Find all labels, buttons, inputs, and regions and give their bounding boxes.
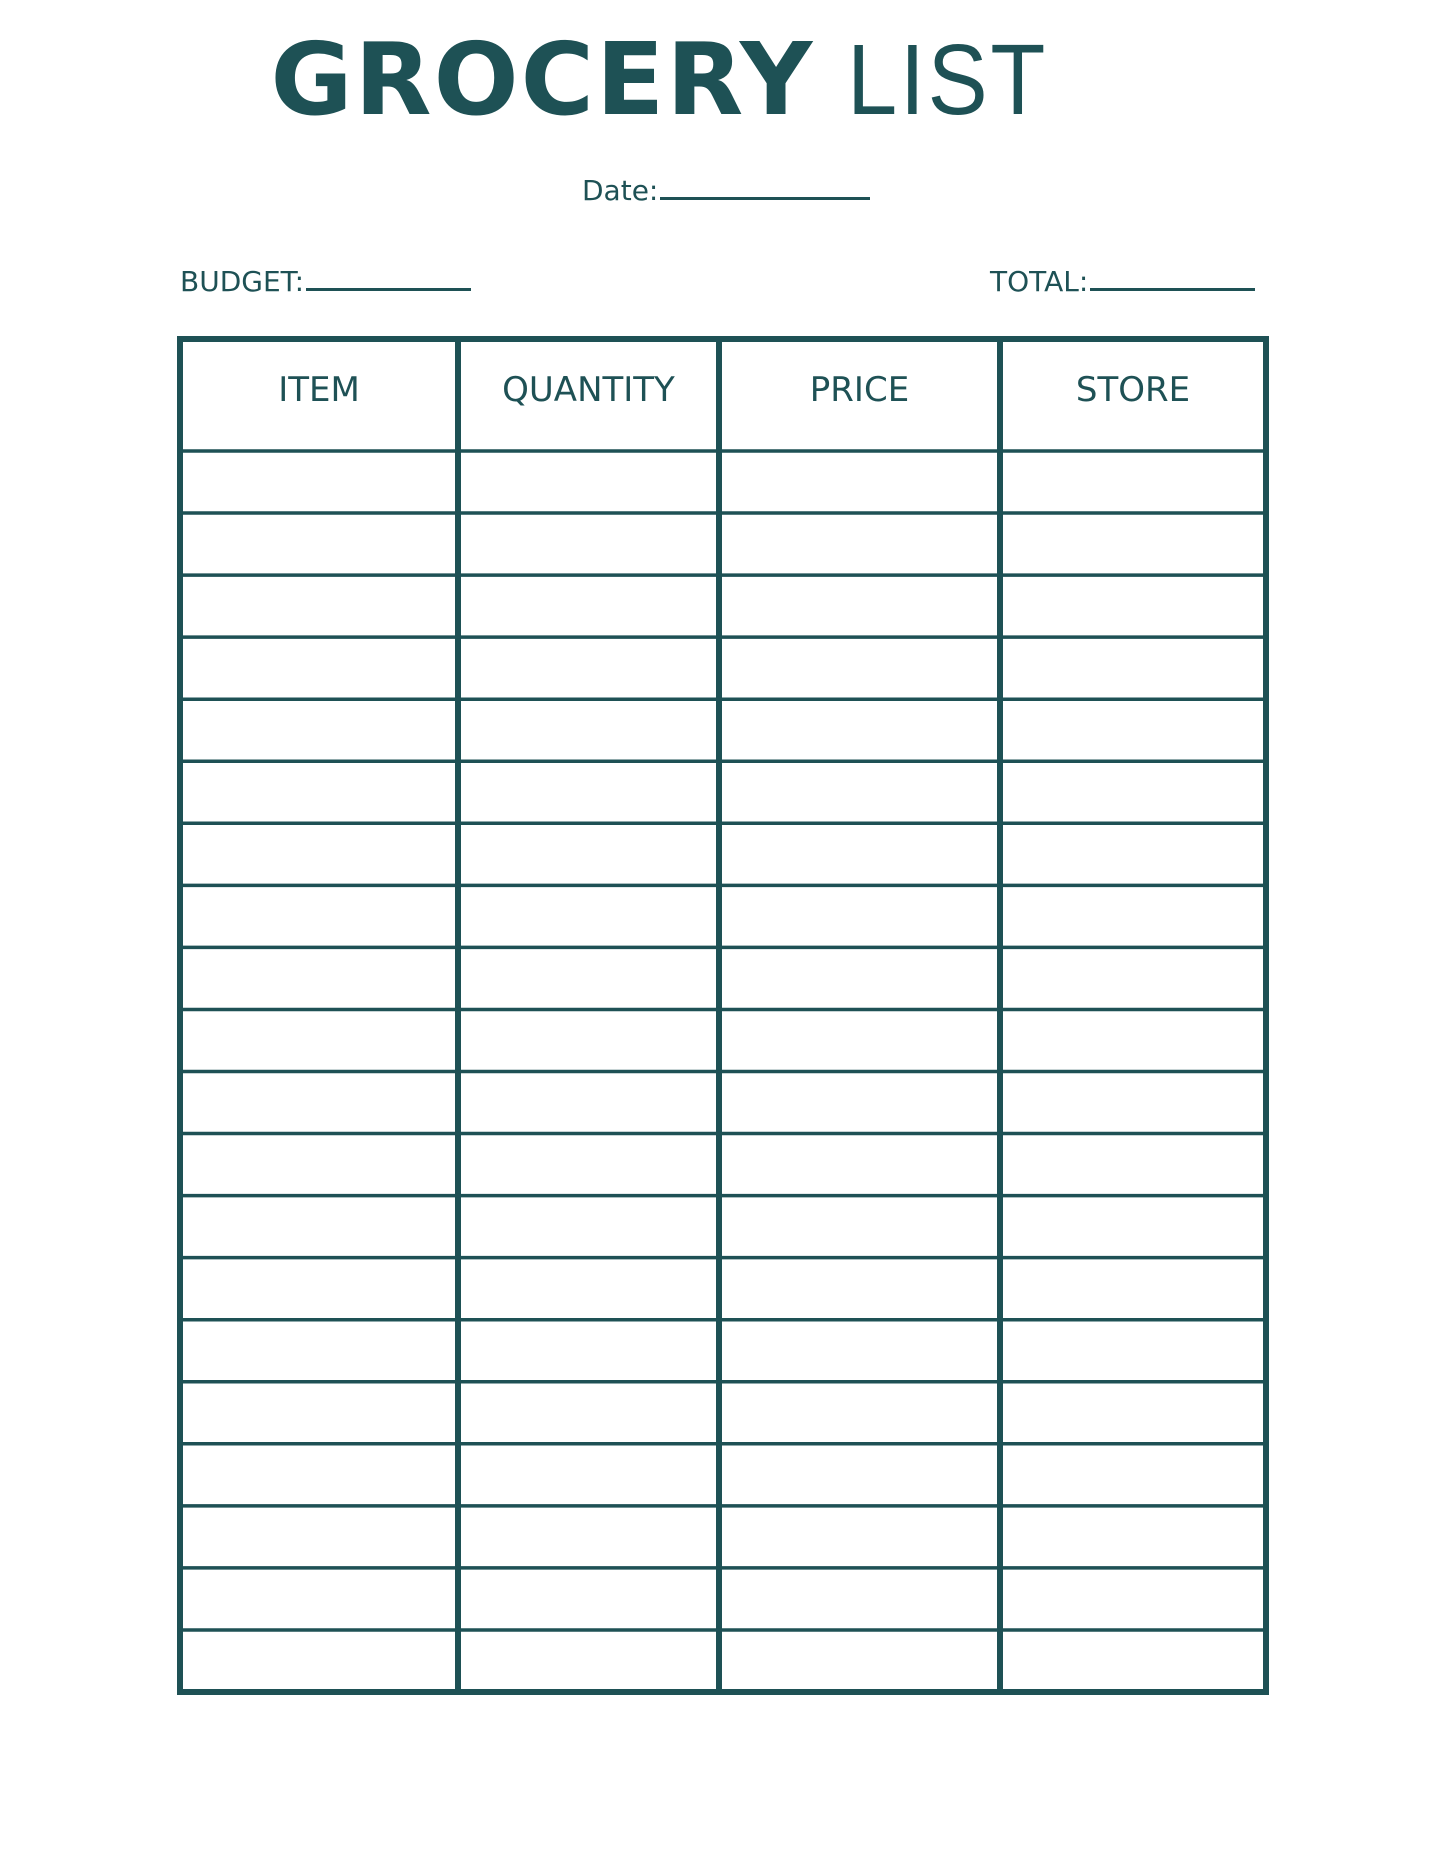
table-cell-store[interactable] xyxy=(1004,888,1262,944)
table-cell-quantity[interactable] xyxy=(462,1509,715,1565)
total-label: TOTAL: xyxy=(990,265,1089,298)
table-cell-price[interactable] xyxy=(723,454,996,510)
column-header-item: ITEM xyxy=(278,370,360,410)
table-cell-item[interactable] xyxy=(184,454,454,510)
budget-label: BUDGET: xyxy=(180,265,305,298)
table-cell-price[interactable] xyxy=(723,1447,996,1503)
table-cell-item[interactable] xyxy=(184,1571,454,1627)
table-cell-quantity[interactable] xyxy=(462,1012,715,1068)
table-cell-price[interactable] xyxy=(723,1571,996,1627)
table-cell-quantity[interactable] xyxy=(462,1137,715,1193)
table-cell-item[interactable] xyxy=(184,516,454,572)
column-header-quantity: QUANTITY xyxy=(502,370,675,410)
table-cell-store[interactable] xyxy=(1004,454,1262,510)
title-light-text: LIST xyxy=(847,24,1049,136)
table-cell-store[interactable] xyxy=(1004,950,1262,1006)
table-cell-item[interactable] xyxy=(184,888,454,944)
table-cell-quantity[interactable] xyxy=(462,888,715,944)
table-cell-item[interactable] xyxy=(184,1385,454,1441)
table-cell-quantity[interactable] xyxy=(462,1571,715,1627)
table-cell-store[interactable] xyxy=(1004,1199,1262,1255)
table-cell-store[interactable] xyxy=(1004,1261,1262,1317)
table-cell-item[interactable] xyxy=(184,640,454,696)
table-cell-item[interactable] xyxy=(184,1199,454,1255)
table-cell-item[interactable] xyxy=(184,950,454,1006)
table-cell-quantity[interactable] xyxy=(462,1633,715,1689)
table-cell-price[interactable] xyxy=(723,888,996,944)
table-cell-item[interactable] xyxy=(184,1633,454,1689)
column-header-price: PRICE xyxy=(809,370,910,410)
table-cell-store[interactable] xyxy=(1004,826,1262,882)
table-cell-quantity[interactable] xyxy=(462,1385,715,1441)
column-header-store: STORE xyxy=(1075,370,1191,410)
table-cell-price[interactable] xyxy=(723,1509,996,1565)
table-cell-quantity[interactable] xyxy=(462,1447,715,1503)
table-cell-store[interactable] xyxy=(1004,764,1262,820)
table-cell-store[interactable] xyxy=(1004,1447,1262,1503)
table-cell-item[interactable] xyxy=(184,578,454,634)
table-cell-item[interactable] xyxy=(184,826,454,882)
table-cell-price[interactable] xyxy=(723,1261,996,1317)
table-cell-store[interactable] xyxy=(1004,1012,1262,1068)
table-cell-price[interactable] xyxy=(723,950,996,1006)
table-cell-quantity[interactable] xyxy=(462,950,715,1006)
table-cell-price[interactable] xyxy=(723,516,996,572)
table-cell-price[interactable] xyxy=(723,1385,996,1441)
table-cell-quantity[interactable] xyxy=(462,1323,715,1379)
table-cell-item[interactable] xyxy=(184,1075,454,1131)
table-cell-price[interactable] xyxy=(723,764,996,820)
table-cell-item[interactable] xyxy=(184,1509,454,1565)
table-cell-item[interactable] xyxy=(184,1012,454,1068)
table-cell-quantity[interactable] xyxy=(462,578,715,634)
table-cell-price[interactable] xyxy=(723,578,996,634)
table-cell-item[interactable] xyxy=(184,1323,454,1379)
table-cell-price[interactable] xyxy=(723,1137,996,1193)
table-cell-store[interactable] xyxy=(1004,640,1262,696)
table-cell-item[interactable] xyxy=(184,1137,454,1193)
table-cell-store[interactable] xyxy=(1004,1509,1262,1565)
table-cell-item[interactable] xyxy=(184,764,454,820)
table-cell-store[interactable] xyxy=(1004,1571,1262,1627)
table-cell-price[interactable] xyxy=(723,1199,996,1255)
table-cell-store[interactable] xyxy=(1004,1323,1262,1379)
table-cell-quantity[interactable] xyxy=(462,1075,715,1131)
table-cell-price[interactable] xyxy=(723,640,996,696)
table-cell-price[interactable] xyxy=(723,1012,996,1068)
table-cell-item[interactable] xyxy=(184,702,454,758)
table-cell-price[interactable] xyxy=(723,826,996,882)
table-cell-quantity[interactable] xyxy=(462,454,715,510)
table-cell-price[interactable] xyxy=(723,702,996,758)
table-cell-store[interactable] xyxy=(1004,1385,1262,1441)
table-cell-price[interactable] xyxy=(723,1633,996,1689)
table-cell-store[interactable] xyxy=(1004,1633,1262,1689)
table-cell-quantity[interactable] xyxy=(462,764,715,820)
table-cell-item[interactable] xyxy=(184,1447,454,1503)
table-cell-quantity[interactable] xyxy=(462,702,715,758)
table-cell-quantity[interactable] xyxy=(462,1199,715,1255)
table-cell-price[interactable] xyxy=(723,1323,996,1379)
table-cell-quantity[interactable] xyxy=(462,516,715,572)
table-cell-store[interactable] xyxy=(1004,1137,1262,1193)
title-bold-text: GROCERY xyxy=(270,21,815,138)
table-cell-store[interactable] xyxy=(1004,1075,1262,1131)
table-cell-item[interactable] xyxy=(184,1261,454,1317)
table-cell-quantity[interactable] xyxy=(462,640,715,696)
table-cell-store[interactable] xyxy=(1004,702,1262,758)
table-cell-store[interactable] xyxy=(1004,516,1262,572)
table-cell-store[interactable] xyxy=(1004,578,1262,634)
date-label: Date: xyxy=(582,174,659,207)
table-cell-price[interactable] xyxy=(723,1075,996,1131)
table-cell-quantity[interactable] xyxy=(462,1261,715,1317)
table-cell-quantity[interactable] xyxy=(462,826,715,882)
